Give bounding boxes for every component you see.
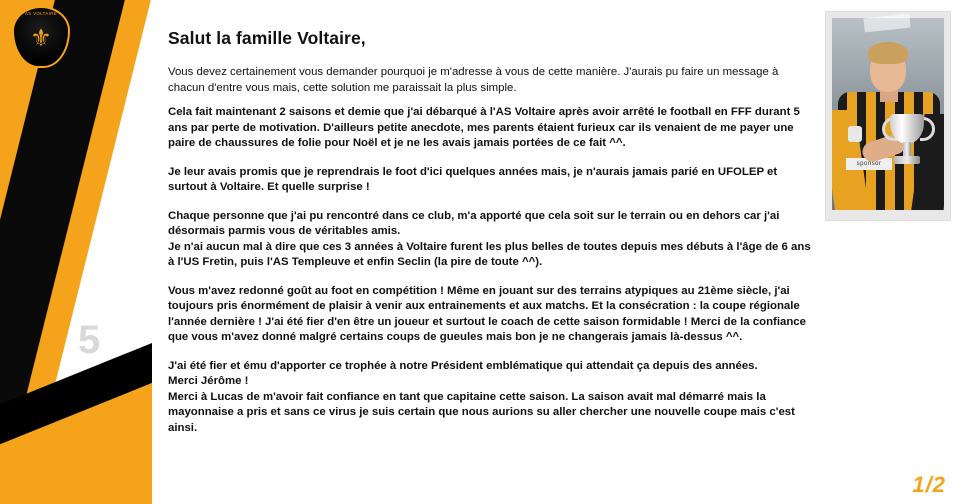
player-photo [832,18,944,210]
trophy-base [894,156,920,164]
jersey-crest-badge [848,126,862,142]
crest-top-text: AS VOLTAIRE [24,11,58,16]
fleur-de-lis-icon: ⚜ [30,25,52,52]
page-counter: 1/2 [912,472,946,497]
background-number: 5 [78,318,101,362]
letter-paragraph: Merci Jérôme ! [168,375,249,387]
letter-content [168,28,818,445]
hair-shape [868,42,908,64]
letter-paragraph: J'ai été fier et ému d'apporter ce trophée à notre Président emblématique qui attendait ça depuis des années. [168,359,758,372]
letter-paragraph: Merci à Lucas de m'avoir fait confiance en tant que capitaine cette saison. La saison avait mal démarré mais la mayonnaise a pris et sans ce virus je suis certain que nous aurions su aller chercher une nouvelle coupe mais c'est ainsi. [168,390,795,434]
left-decorative-band [0,0,152,504]
photo-frame [826,12,950,220]
jersey-sponsor-text: sponsor [846,158,892,170]
letter-paragraph: Chaque personne que j'ai pu rencontré dans ce club, m'a apporté que cela soit sur le terrain ou en dehors car j'ai désormais parmis vous de véritables amis. [168,209,780,237]
letter-paragraph: Vous devez certainement vous demander pourquoi je m'adresse à vous de cette manière. J'aurais pu faire un message à chacun d'entre vous mais, cette solution me paraissait la plus simple. [168,66,779,94]
letter-paragraph: Cela fait maintenant 2 saisons et demie que j'ai débarqué à l'AS Voltaire après avoir arrêté le football en FFF durant 5 ans par perte de motivation. D'ailleurs petite anecdote, mes parents étaient furieux car ils venaient de me payer une paire de chaussures de folie pour Noël et je ne les avais jamais portées de ce fait ^^. [168,106,800,149]
letter-paragraph: Je n'ai aucun mal à dire que ces 3 années à Voltaire furent les plus belles de toutes depuis mes débuts à l'âge de 6 ans à l'US Fretin, puis l'AS Templeuve et enfin Seclin (la pire de toute ^^). [168,240,811,268]
page-title: Salut la famille Voltaire, [168,28,366,48]
letter-paragraph: Vous m'avez redonné goût au foot en compétition ! Même en jouant sur des terrains atypiques au 21ème siècle, j'ai toujours pris énormément de plaisir à venir aux entrainements et aux matchs. Et la consécration : la coupe régionale l'année dernière ! J'ai été fier d'en être un joueur et surtout le coach de cette saison formidable ! Merci de la confiance que vous m'avez donné malgré certains coups de gueules mais bon je ne changerais jamais là-dessus ^^. [168,284,806,343]
letter-paragraph: Je leur avais promis que je reprendrais le foot d'ici quelques années mais, je n'aurais jamais parié en UFOLEP et surtout à Voltaire. Et quelle surprise ! [168,165,778,193]
